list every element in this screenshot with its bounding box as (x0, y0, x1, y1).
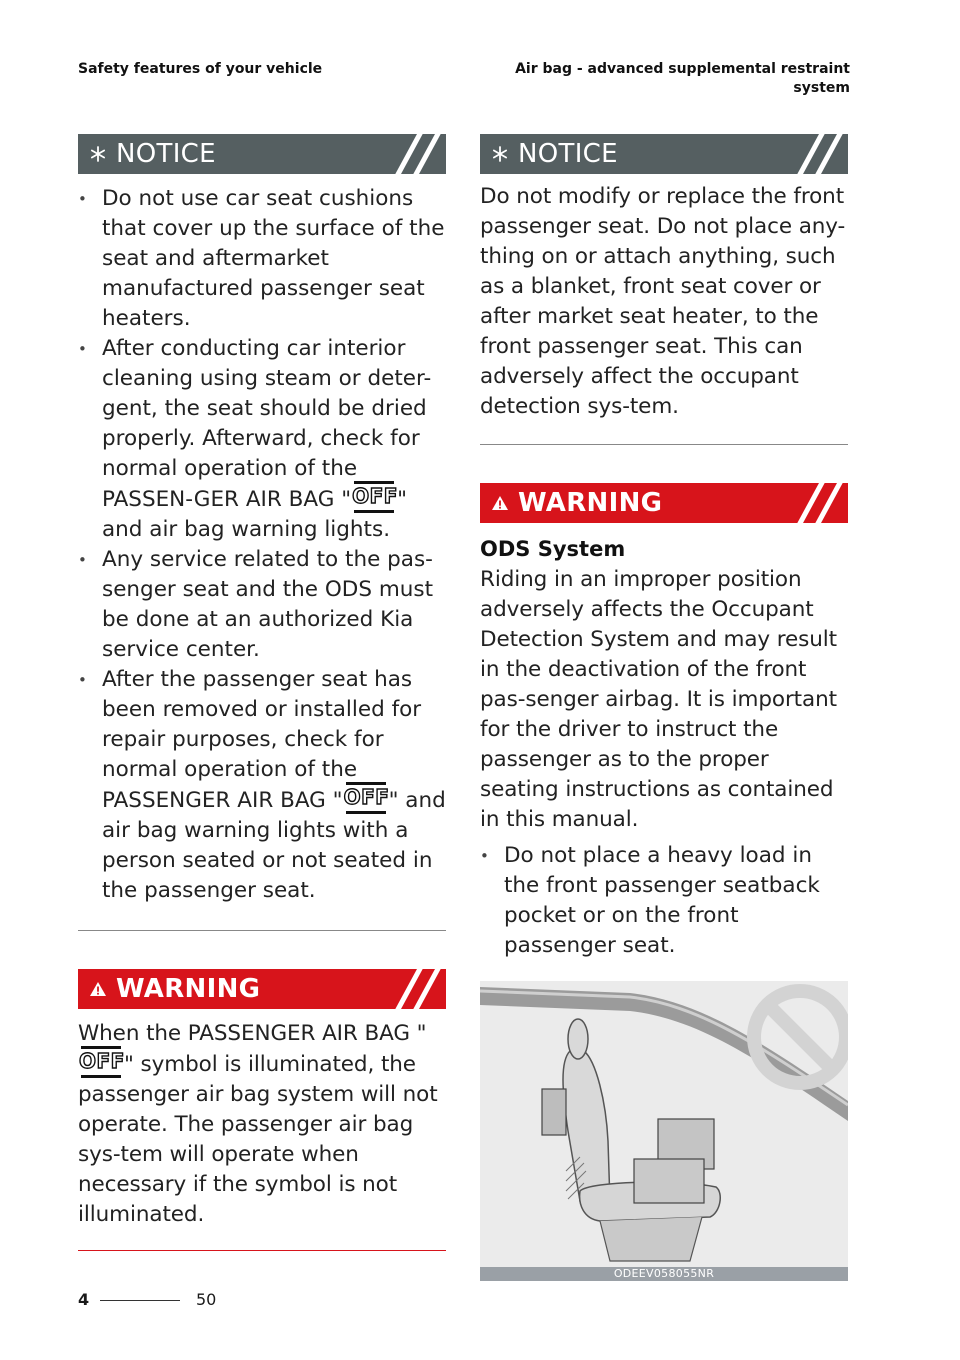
passenger-airbag-off-icon: OFF (344, 785, 388, 814)
notice-banner (480, 134, 848, 174)
running-header-right: Air bag - advanced supplemental restraint system (515, 61, 850, 96)
seat-with-load-illustration (480, 981, 848, 1281)
warning-title: WARNING (518, 488, 663, 518)
warning-text: When the PASSENGER AIR BAG " OFF " symbol is illuminated, the passenger air bag system will not operate. The passenger air bag sys-tem will operate when necessary if the symbol is not illuminated. (78, 1021, 438, 1227)
notice-title: NOTICE (518, 139, 618, 169)
page-number: 50 (196, 1290, 217, 1309)
running-header-left: Safety features of your vehicle (78, 61, 323, 77)
footer-divider (100, 1300, 180, 1301)
slash-decoration-icon (778, 483, 848, 523)
notice-banner (78, 134, 446, 174)
list-item: • After the passenger seat has been removed or installed for repair purposes, check for normal operation of the PASSENGER AIR BAG " OFF " and air bag warning lights with a person seated or not seated in the passenger seat. (78, 665, 446, 906)
slash-decoration-icon (376, 969, 446, 1009)
passenger-airbag-off-icon: OFF (79, 1049, 123, 1078)
warning-divider (78, 1250, 446, 1251)
warning-banner (480, 483, 848, 523)
list-item: • Any service related to the pas-senger seat and the ODS must be done at an authorized Kia service center. (78, 545, 446, 665)
warning-triangle-icon (482, 495, 518, 511)
slash-decoration-icon (778, 134, 848, 174)
figure-code: ODEEV058055NR (480, 1267, 848, 1281)
notice-divider (480, 444, 848, 445)
warning-title: WARNING (116, 974, 261, 1004)
list-item: • Do not place a heavy load in the front passenger seatback pocket or on the front passenger seat. (480, 841, 848, 961)
warning-triangle-icon (80, 981, 116, 997)
section-number: 4 (78, 1290, 90, 1309)
seat-illustration (480, 981, 848, 1281)
warning-text: Riding in an improper position adversely affects the Occupant Detection System and may result in the deactivation of the front pas-senger airbag. It is important for the driver to instruct the passenger as to the proper seating instructions as contained in this manual. (480, 567, 837, 832)
asterisk-icon (80, 146, 116, 162)
notice-list (78, 184, 446, 906)
warning-subtitle: ODS System (480, 537, 626, 561)
list-item: • Do not use car seat cushions that cover up the surface of the seat and aftermarket manufactured passenger seat heaters. (78, 184, 446, 334)
right-column (480, 134, 848, 1281)
list-item: • After conducting car interior cleaning using steam or deter-gent, the seat should be dried properly. Afterward, check for normal operation of the PASSEN-GER AIR BAG " OFF " and air bag warning lights. (78, 334, 446, 545)
asterisk-icon (482, 146, 518, 162)
notice-title: NOTICE (116, 139, 216, 169)
slash-decoration-icon (376, 134, 446, 174)
notice-text: Do not modify or replace the front passenger seat. Do not place any-thing on or attach anything, such as a blanket, front seat cover or after market seat heater, to the front passenger seat. This can adversely affect the occupant detection sys-tem. (480, 184, 846, 419)
left-column (78, 134, 446, 1251)
passenger-airbag-off-icon: OFF (352, 484, 396, 513)
notice-divider (78, 930, 446, 931)
warning-list (480, 841, 848, 961)
warning-banner (78, 969, 446, 1009)
